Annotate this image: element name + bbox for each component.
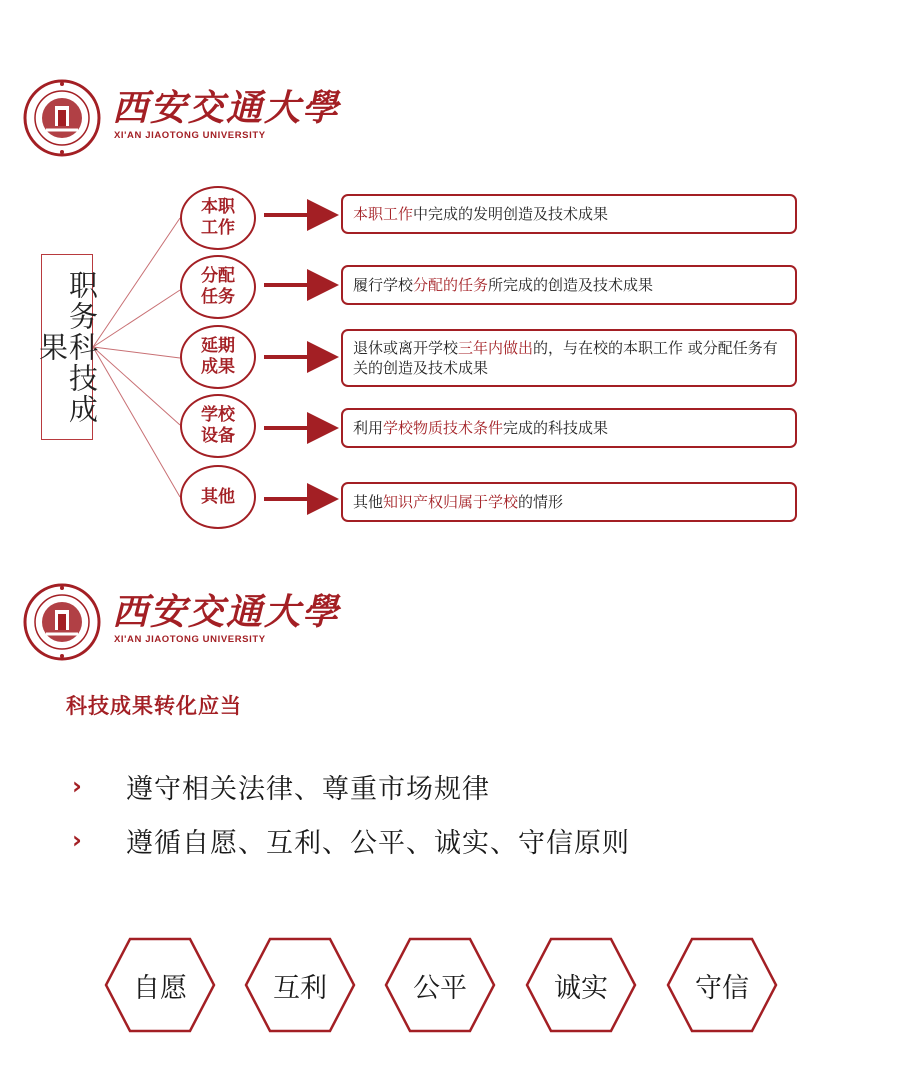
node-other: 其他: [180, 465, 256, 529]
bullet-text: 遵循自愿、互利、公平、诚实、守信原则: [126, 827, 630, 859]
chevron-right-icon: ›: [72, 772, 82, 800]
university-seal-icon: [22, 78, 102, 158]
node-assigned-task: 分配任务: [180, 255, 256, 319]
desc-text: 的情形: [518, 493, 564, 511]
desc-highlight: 分配的任务: [413, 276, 489, 294]
principle-hexagon: [244, 937, 356, 1033]
fan-lines: [93, 218, 180, 497]
desc-text: 利用: [353, 419, 384, 437]
desc-highlight: 学校物质技术条件: [383, 419, 504, 437]
principle-label: 诚实: [554, 972, 608, 1004]
desc-highlight: 本职工作: [353, 205, 414, 223]
desc-text: 履行学校: [353, 276, 414, 294]
desc-text: 退休或离开学校: [353, 339, 459, 357]
desc-text: 中完成的发明创造及技术成果: [413, 205, 609, 223]
principle-label: 自愿: [133, 972, 187, 1004]
desc-duty-work: [341, 194, 797, 234]
arrows: [264, 215, 335, 499]
node-delayed-result: 延期成果: [180, 325, 256, 389]
node-duty-work: 本职工作: [180, 186, 256, 250]
bullet-text: 遵守相关法律、尊重市场规律: [126, 773, 490, 805]
principle-label: 守信: [695, 972, 749, 1004]
desc-highlight: 三年内做出: [458, 339, 534, 357]
university-name-en: XI'AN JIAOTONG UNIVERSITY: [114, 634, 266, 645]
section-title: 科技成果转化应当: [66, 694, 242, 718]
university-seal-icon: [22, 582, 102, 662]
university-logo-2: [22, 582, 341, 662]
university-name-cn: 西安交通大學: [112, 87, 341, 129]
principle-hexagon: [104, 937, 216, 1033]
desc-text: 的，与在校的本职工作 或分配任务有关的创造及技术成果: [353, 339, 778, 377]
university-name-en: XI'AN JIAOTONG UNIVERSITY: [114, 130, 266, 141]
desc-text: 所完成的创造及技术成果: [488, 276, 654, 294]
desc-assigned-task: [341, 265, 797, 305]
principle-label: 互利: [273, 972, 327, 1004]
desc-school-equipment: [341, 408, 797, 448]
root-category: 职务科技成果: [41, 254, 93, 440]
node-school-equipment: 学校设备: [180, 394, 256, 458]
principle-label: 公平: [413, 972, 467, 1004]
chevron-right-icon: ›: [72, 826, 82, 854]
desc-text: 其他: [353, 493, 384, 511]
bullet-item: [72, 768, 490, 804]
desc-highlight: 知识产权归属于学校: [383, 493, 519, 511]
desc-other: [341, 482, 797, 522]
principle-hexagon: [666, 937, 778, 1033]
university-name-cn: 西安交通大學: [112, 591, 341, 633]
university-logo: [22, 78, 341, 158]
desc-text: 完成的科技成果: [503, 419, 609, 437]
desc-delayed-result: [341, 329, 797, 387]
bullet-item: [72, 822, 630, 858]
principle-hexagon: [525, 937, 637, 1033]
principle-hexagon: [384, 937, 496, 1033]
